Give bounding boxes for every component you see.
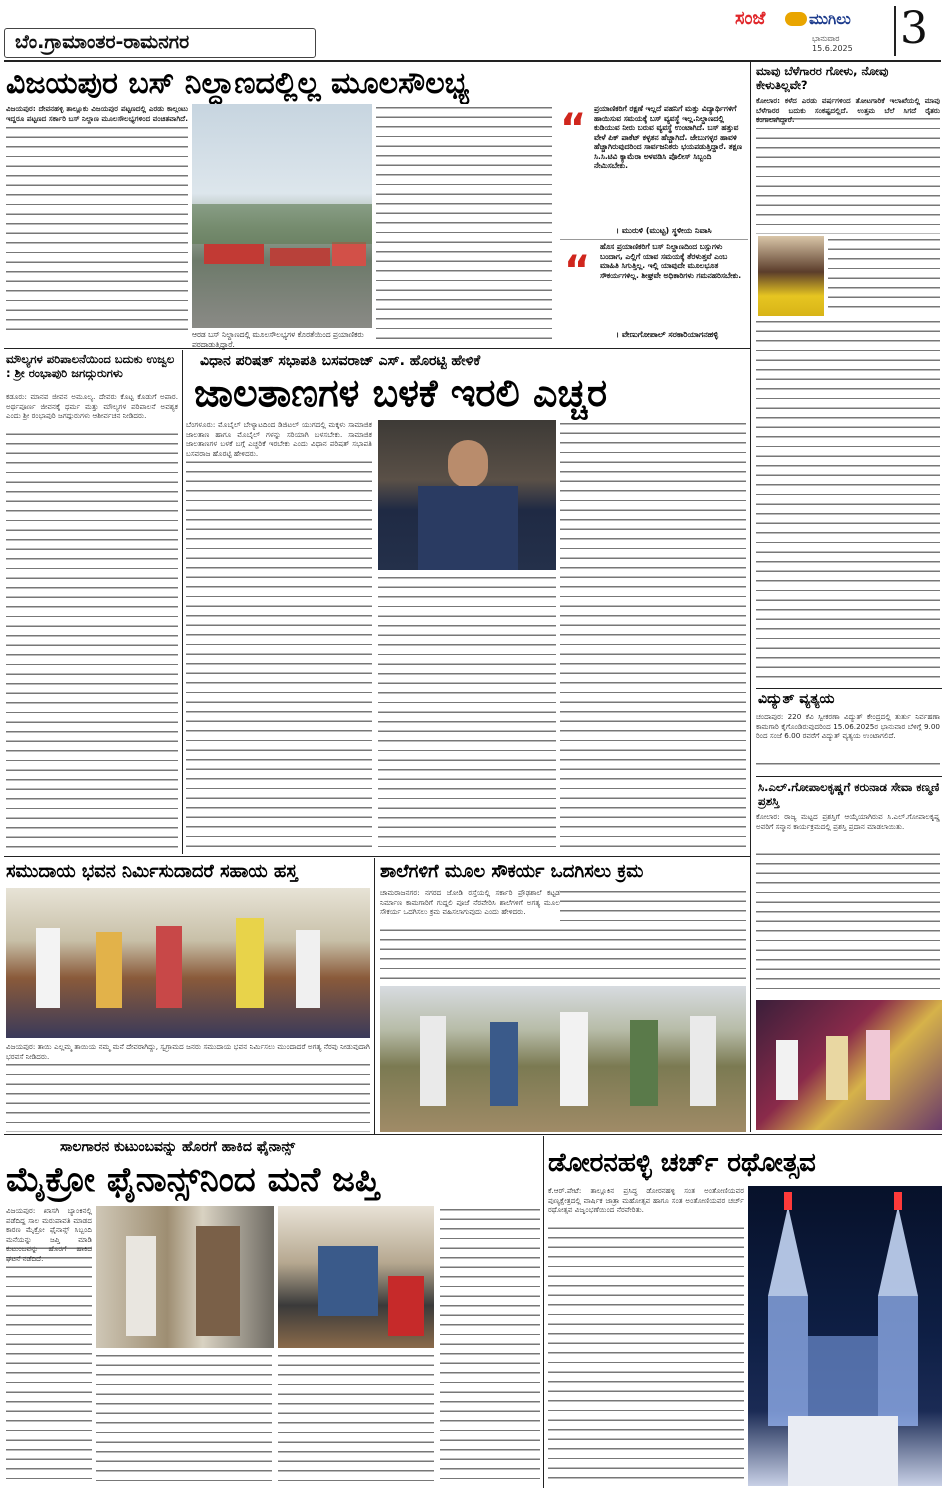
page-number: 3 bbox=[900, 3, 928, 54]
story7-col1-text bbox=[548, 1186, 744, 1486]
church-festival-photo bbox=[748, 1186, 942, 1486]
story4-text: ವಿಜಯಪುರ: ತಾಯಿ ಎಲ್ಲಮ್ಮ ತಾಯಿಯ ನಮ್ಮ ಮನೆ ದೇವರಾಗಿದ್ದು, ಸ್ವಗ್ರಾಮದ ಜನರು ಸಮುದಾಯ ಭವನ ನಿರ್ಮಿಸಲು ಮುಂದಾದರೆ ಅಗತ್ಯ ನೆರವು ನೀಡುವುದಾಗಿ ಭರವಸೆ ನೀಡಿದರು. bbox=[6, 1042, 370, 1061]
sidebar2-text: ಚಂದಾಪುರ: 220 ಕೆವಿ ಸ್ವೀಕರಣಾ ವಿದ್ಯುತ್ ಕೇಂದ್ರದಲ್ಲಿ ತುರ್ತು ನಿರ್ವಹಣಾ ಕಾಮಗಾರಿ ಕೈಗೊಂಡಿರುವುದರಿಂದ 15.06.2025ರ ಭಾನುವಾರ ಬೆಳಿಗ್ಗೆ 9.00 ರಿಂದ ಸಂಜೆ 6.00 ರವರೆಗೆ ವಿದ್ಯುತ್ ವ್ಯತ್ಯಯ ಉಂಟಾಗಲಿದೆ. bbox=[756, 712, 940, 760]
quote2-text: ಹೊಸ ಪ್ರಯಾಣಿಕರಿಗೆ ಬಸ್ ನಿಲ್ದಾಣದಿಂದ ಬಸ್ಸುಗಳು ಬಂದಾಗ, ಎಲ್ಲಿಗೆ ಯಾವ ಸಮಯಕ್ಕೆ ತೆರಳುತ್ತವೆ ಎಂಬ ಮಾಹಿತಿ ಸಿಗುತ್ತಿಲ್ಲ. ಇಲ್ಲಿ ಯಾವುದೇ ಮೂಲಭೂತ ಸೌಕರ್ಯಗಳಿಲ್ಲ. ಶೀಘ್ರವೇ ಅಧಿಕಾರಿಗಳು ಗಮನಹರಿಸಬೇಕು. bbox=[600, 242, 742, 280]
masthead-logo bbox=[735, 8, 895, 36]
award-ceremony-photo bbox=[756, 1000, 942, 1130]
community-event-photo bbox=[6, 888, 370, 1038]
quote-open-icon: “ bbox=[560, 106, 587, 152]
farmer-portrait-photo bbox=[758, 236, 824, 316]
story6-col2-text bbox=[96, 1352, 272, 1486]
sidebar1-text-right bbox=[828, 236, 940, 316]
story1-lede: ವಿಜಯಪುರ: ದೇವನಹಳ್ಳಿ ತಾಲ್ಲೂಕು ವಿಜಯಪುರ ಪಟ್ಟಣದಲ್ಲಿ ಎರಡು ಕಾಲ್ಗಂಟು ಇದ್ದರೂ ಪಟ್ಟಣದ ಸರ್ಕಾರಿ ಬಸ್ ನಿಲ್ದಾಣ ಮೂಲಸೌಲಭ್ಯಗಳಿಂದ ವಂಚಿತವಾಗಿದೆ. bbox=[6, 104, 188, 123]
story1-col1-text bbox=[6, 124, 188, 334]
house-seizure-photo bbox=[96, 1206, 274, 1348]
masthead-day: ಭಾನುವಾರ bbox=[812, 34, 840, 43]
story7-text: ಕೆ.ಆರ್.ಪೇಟೆ: ತಾಲ್ಲೂಕಿನ ಪ್ರಸಿದ್ಧ ಡೋರನಹಳ್ಳಿ ಸಂತ ಅಂತೋಣಿಯವರ ಪುಣ್ಯಕ್ಷೇತ್ರದಲ್ಲಿ ವಾರ್ಷಿಕ ಜಾತ್ರಾ ಮಹೋತ್ಸವ ಹಾಗೂ ಸಂತ ಅಂತೋಣಿಯವರ ಚರ್ಚ್ ರಥೋತ್ಸವ ವಿಜೃಂಭಣೆಯಿಂದ ನೆರವೇರಿತು. bbox=[548, 1186, 744, 1226]
quote1-text: ಪ್ರಯಾಣಿಕರಿಗೆ ರಕ್ಷಣೆ ಇಲ್ಲದೆ ಪಹನಿಗೆ ಮತ್ತು ವಿದ್ಯಾರ್ಥಿಗಳಿಗೆ ಹಾಯಿಸುವ ಸಮಯಕ್ಕೆ ಬಸ್ ವ್ಯವಸ್ಥೆ ಇಲ್ಲ.ನಿಲ್ದಾಣದಲ್ಲಿ ಕುಡಿಯುವ ನೀರು ಬರುವ ವ್ಯವಸ್ಥೆ ಉಂಟಾಗಿದೆ. ಬಸ್ ಹತ್ತುವ ವೇಳೆ ಪಿಕ್ ಪಾಕೆಟ್ ಕಳ್ಳತನ ಹೆಚ್ಚಾಗಿದೆ. ಜೇಬುಗಳ್ಳರ ಹಾವಳಿ ಹೆಚ್ಚಾಗಿರುವುದರಿಂದ ಸಾರ್ವಜನಿಕರು ಭಯಪಡುತ್ತಿದ್ದಾರೆ. ತಕ್ಷಣ ಸಿ.ಸಿ.ಟಿವಿ ಕ್ಯಾಮೆರಾ ಅಳವಡಿಸಿ ಪೊಲೀಸ್ ಸಿಬ್ಬಂದಿ ನೇಮಿಸಬೇಕು. bbox=[594, 104, 743, 170]
story3-col2-text bbox=[378, 574, 556, 852]
bus-stand-photo bbox=[192, 104, 372, 328]
story7-headline: ಡೋರನಹಳ್ಳಿ ಚರ್ಚ್ ರಥೋತ್ಸವ bbox=[548, 1148, 816, 1178]
section-label: ಬೆಂ.ಗ್ರಾಮಾಂತರ-ರಾಮನಗರ bbox=[4, 28, 316, 58]
story6-col4-text bbox=[440, 1206, 540, 1486]
sidebar2-headline: ವಿದ್ಯುತ್ ವ್ಯತ್ಯಯ bbox=[758, 691, 835, 707]
sidebar3-headline: ಸಿ.ಎಲ್.ಗೋಪಾಲಕೃಷ್ಣಗೆ ಕರುನಾಡ ಸೇವಾ ಕಣ್ಮಣಿ ಪ್ರಶಸ್ತಿ bbox=[758, 780, 940, 808]
story1-col3-text bbox=[376, 104, 552, 346]
story2-text: ಕಡೂರು: ಮಾನವ ಜೀವನ ಅಮೂಲ್ಯ. ದೇವರು ಕೊಟ್ಟ ಕೊಡುಗೆ ಅಪಾರ. ಅರ್ಥಪೂರ್ಣ ಜೀವನಕ್ಕೆ ಧರ್ಮ ಮತ್ತು ಮೌಲ್ಯಗಳ ಪರಿಪಾಲನೆ ಅವಶ್ಯಕ ಎಂದು ಶ್ರೀ ರಂಭಾಪುರಿ ಜಗದ್ಗುರುಗಳು ಆಶೀರ್ವಚನ ನೀಡಿದರು. bbox=[6, 392, 178, 432]
story5-text: ಚಾಮರಾಜನಗರ: ನಗರದ ಜೋಡಿ ರಸ್ತೆಯಲ್ಲಿ ಸರ್ಕಾರಿ ಪ್ರೌಢಶಾಲೆ ಕಟ್ಟಡ ನಿರ್ಮಾಣ ಕಾಮಗಾರಿಗೆ ಗುದ್ದಲಿ ಪೂಜೆ ನೆರವೇರಿಸಿ ಶಾಲೆಗಳಿಗೆ ಅಗತ್ಯ ಮೂಲ ಸೌಕರ್ಯ ಒದಗಿಸಲು ಕ್ರಮ ವಹಿಸಲಾಗುವುದು ಎಂದು ಹೇಳಿದರು. bbox=[380, 888, 560, 928]
school-foundation-photo bbox=[380, 986, 746, 1132]
story2-text-lines bbox=[6, 392, 178, 852]
sidebar3-text: ಕೋಲಾರ: ರಾಜ್ಯ ಮಟ್ಟದ ಪ್ರಶಸ್ತಿಗೆ ಆಯ್ಕೆಯಾಗಿರುವ ಸಿ.ಎಲ್.ಗೋಪಾಲಕೃಷ್ಣ ಅವರಿಗೆ ಸನ್ಮಾನ ಕಾರ್ಯಕ್ರಮದಲ್ಲಿ ಪ್ರಶಸ್ತಿ ಪ್ರದಾನ ಮಾಡಲಾಯಿತು. bbox=[756, 812, 940, 852]
story3-col3-text bbox=[560, 420, 746, 852]
story1-headline: ವಿಜಯಪುರ ಬಸ್ ನಿಲ್ದಾಣದಲ್ಲಿಲ್ಲ ಮೂಲಸೌಲಭ್ಯ bbox=[6, 66, 470, 101]
masthead-date: 15.6.2025 bbox=[812, 44, 853, 53]
bus-stand-photo-caption: ಆರಡ ಬಸ್ ನಿಲ್ದಾಣದಲ್ಲಿ ಮೂಲಸೌಲಭ್ಯಗಳ ಕೊರತೆಯಿಂದ ಪ್ರಯಾಣಿಕರು ಪರದಾಡುತ್ತಿದ್ದಾರೆ. bbox=[192, 330, 364, 349]
story4-headline: ಸಮುದಾಯ ಭವನ ನಿರ್ಮಿಸುದಾದರೆ ಸಹಾಯ ಹಸ್ತ bbox=[6, 861, 298, 882]
story6-text: ವಿಜಯಪುರ: ಖಾಸಗಿ ಬ್ಯಾಂಕಿನಲ್ಲಿ ಪಡೆದಿದ್ದ ಸಾಲ ಮರುಪಾವತಿ ಮಾಡದ ಕಾರಣ ಮೈಕ್ರೋ ಫೈನಾನ್ಸ್ ಸಿಬ್ಬಂದಿ ಮನೆಯನ್ನು ಜಪ್ತಿ ಮಾಡಿ ಕುಟುಂಬವನ್ನು ಹೊರಗೆ ಹಾಕಿದ ಘಟನೆ ನಡೆದಿದೆ. bbox=[6, 1206, 92, 1263]
church-spires-icon bbox=[748, 1186, 942, 1486]
story5-headline: ಶಾಲೆಗಳಿಗೆ ಮೂಲ ಸೌಕರ್ಯ ಒದಗಿಸಲು ಕ್ರಮ bbox=[380, 861, 644, 882]
story1-quote1 bbox=[560, 104, 748, 240]
story1-quote2 bbox=[560, 242, 748, 346]
sidebar1-text-bottom bbox=[756, 318, 940, 686]
story1-col1 bbox=[6, 104, 188, 346]
story3-col1-text bbox=[186, 420, 372, 852]
story6-kicker: ಸಾಲಗಾರನ ಕುಟುಂಬವನ್ನು ಹೊರಗೆ ಹಾಕಿದ ಫೈನಾನ್ಸ್ bbox=[60, 1139, 296, 1155]
story2-headline: ಮೌಲ್ಯಗಳ ಪರಿಪಾಲನೆಯಿಂದ ಬದುಕು ಉಜ್ವಲ : ಶ್ರೀ ರಂಭಾಪುರಿ ಜಗದ್ಗುರುಗಳು bbox=[6, 352, 175, 380]
cloud-icon bbox=[785, 12, 807, 26]
sidebar1-headline: ಮಾವು ಬೆಳೆಗಾರರ ಗೋಳು, ನೋವು ಕೇಳುತಿಲ್ಲವೇ? bbox=[756, 64, 889, 92]
quote1-credit: । ಮುರುಳಿ (ಮುಟ್ಟ) ಸ್ಥಳೀಯ ನಿವಾಸಿ bbox=[616, 226, 712, 235]
story6-col3-text bbox=[278, 1352, 434, 1486]
speaker-photo bbox=[378, 420, 556, 570]
story6-headline: ಮೈಕ್ರೋ ಫೈನಾನ್ಸ್‌ನಿಂದ ಮನೆ ಜಪ್ತಿ bbox=[6, 1160, 380, 1200]
story3-kicker: ವಿಧಾನ ಪರಿಷತ್ ಸಭಾಪತಿ ಬಸವರಾಜ್ ಎಸ್. ಹೊರಟ್ಟಿ ಹೇಳಿಕೆ bbox=[200, 353, 481, 369]
finance-staff-photo bbox=[278, 1206, 434, 1348]
story3-headline: ಜಾಲತಾಣಗಳ ಬಳಕೆ ಇರಲಿ ಎಚ್ಚರ bbox=[194, 371, 608, 415]
logo-part2: ಮುಗಿಲು bbox=[809, 10, 851, 28]
logo-part1: ಸಂಜೆ bbox=[735, 8, 766, 29]
sidebar1-text: ಕೋಲಾರ: ಕಳೆದ ಎರಡು ವರ್ಷಗಳಿಂದ ತೋಟಗಾರಿಕೆ ಇಲಾಖೆಯಲ್ಲಿ ಮಾವು ಬೆಳೆಗಾರರ ಬದುಕು ಸಂಕಷ್ಟದಲ್ಲಿದೆ. ಉತ್ತಮ ಬೆಲೆ ಸಿಗದೆ ರೈತರು ಕಂಗಾಲಾಗಿದ್ದಾರೆ. bbox=[756, 96, 940, 125]
quote-open-icon-2: “ bbox=[564, 248, 591, 294]
story3-text: ಬೆಂಗಳೂರು: ಮೊಬೈಲ್ ಬೇಳ್ಯಾಟದಿಂದ ಡಿಜಿಟಲ್ ಯುಗದಲ್ಲಿ ಮಕ್ಕಳು ಸಾಮಾಜಿಕ ಜಾಲತಾಣ ಹಾಗೂ ಮೊಬೈಲ್ ಗಳನ್ನು ಸರಿಯಾಗಿ ಬಳಸಬೇಕು. ಸಾಮಾಜಿಕ ಜಾಲತಾಣಗಳ ಬಳಕೆ ಬಗ್ಗೆ ಎಚ್ಚರಿಕೆ ಇರಬೇಕು ಎಂದು ವಿಧಾನ ಪರಿಷತ್ ಸಭಾಪತಿ ಬಸವರಾಜ ಹೊರಟ್ಟಿ ಹೇಳಿದರು. bbox=[186, 420, 372, 460]
quote2-credit: । ವೇಣುಗೋಪಾಲ್ ಸರಕಾರಿಯಾಗನಹಳ್ಳಿ bbox=[616, 330, 719, 339]
